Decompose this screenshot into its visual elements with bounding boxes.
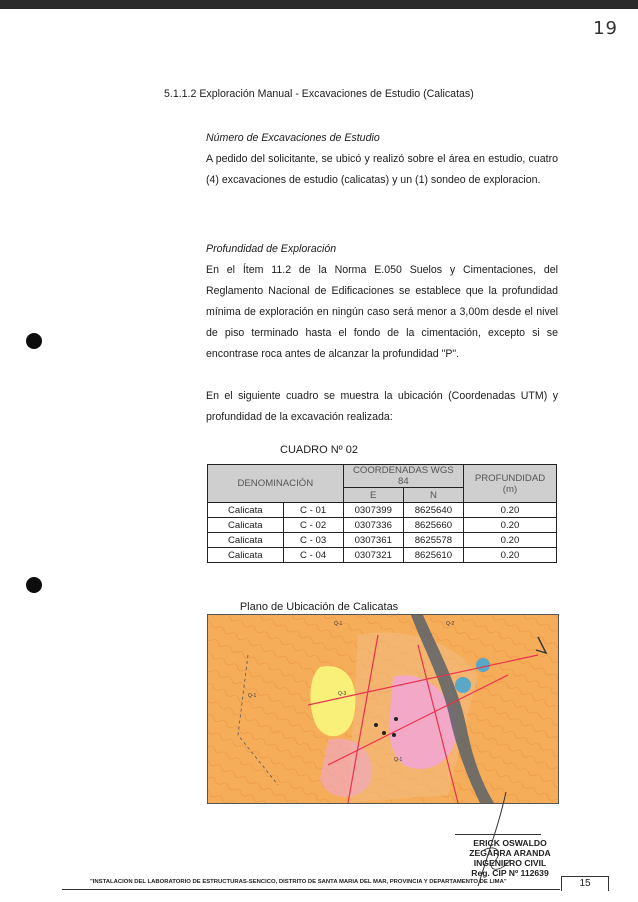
calicata-marker [374,723,378,727]
map-zone-teal [455,677,471,693]
stamp-registration: Reg. CIP Nº 112639 [471,868,549,878]
cell-e: 0307361 [343,533,403,548]
stamp-name-line1: ERICK OSWALDO [473,838,547,848]
calicata-marker [392,733,396,737]
cell-n: 8625640 [403,503,463,518]
header-coordenadas: COORDENADAS WGS 84 [343,465,463,488]
map-label: Q-1 [248,693,257,699]
cell-profundidad: 0.20 [464,503,557,518]
cell-n: 8625660 [403,518,463,533]
map-zone-yellow [310,666,355,736]
coordinates-table [207,464,557,563]
cell-tipo: Calicata [208,518,284,533]
map-graphic [208,615,558,803]
table-row [208,503,557,518]
cell-profundidad: 0.20 [464,548,557,563]
punch-hole-lower [26,577,42,593]
map-title: Plano de Ubicación de Calicatas [239,601,399,613]
cell-n: 8625578 [403,533,463,548]
punch-hole-upper [26,333,42,349]
map-label: Q-2 [446,621,455,627]
handwritten-page-number: 19 [593,18,618,39]
subheading-profundidad: Profundidad de Exploración [206,243,337,255]
cell-profundidad: 0.20 [464,533,557,548]
paragraph-numero-excavaciones: A pedido del solicitante, se ubicó y realizó sobre el área en estudio, cuatro (4) excavaciones de estudio (calicatas) y un (1) sondeo de exploracion. [206,153,558,186]
header-e: E [343,488,403,503]
table-row [208,518,557,533]
calicata-marker [394,717,398,721]
cell-n: 8625610 [403,548,463,563]
subheading-numero-excavaciones: Número de Excavaciones de Estudio [206,132,380,144]
footer-project-title: "INSTALACION DEL LABORATORIO DE ESTRUCTURAS-SENCICO, DISTRITO DE SANTA MARIA DEL MAR, PROVINCIA Y DEPARTAMENTO DE LIMA" [90,879,507,885]
stamp-title: INGENIERO CIVIL [473,858,547,868]
cell-e: 0307321 [343,548,403,563]
cell-profundidad: 0.20 [464,518,557,533]
header-profundidad: PROFUNDIDAD (m) [464,465,557,503]
map-zone-teal-2 [476,658,490,672]
cell-codigo: C - 03 [283,533,343,548]
header-denominacion: DENOMINACIÓN [208,465,344,503]
paragraph-cuadro-intro: En el siguiente cuadro se muestra la ubicación (Coordenadas UTM) y profundidad de la excavación realizada: [206,390,558,423]
map-label: Q-1 [334,621,343,627]
cell-e: 0307336 [343,518,403,533]
map-label: Q-3 [338,691,347,697]
table-row [208,548,557,563]
table-title: CUADRO Nº 02 [280,444,358,456]
cell-e: 0307399 [343,503,403,518]
calicata-marker [382,731,386,735]
paragraph-profundidad: En el Ítem 11.2 de la Norma E.050 Suelos y Cimentaciones, del Reglamento Nacional de Edificaciones se establece que la profundidad mínima de exploración en ningún caso será menor a 3,00m desde el nivel de piso terminado hasta el fondo de la cimentación, excepto si se encontrase roca antes de alcanzar la profundidad "P". [206,264,558,360]
cell-codigo: C - 01 [283,503,343,518]
signature-line [455,834,541,835]
stamp-name-line2: ZEGARRA ARANDA [469,848,551,858]
cell-tipo: Calicata [208,503,284,518]
cell-codigo: C - 02 [283,518,343,533]
cell-codigo: C - 04 [283,548,343,563]
footer-rule [62,889,560,890]
engineer-stamp [440,838,580,878]
location-map [207,614,559,804]
cell-tipo: Calicata [208,533,284,548]
table-row [208,533,557,548]
page-number: 15 [561,876,609,891]
section-title: 5.1.1.2 Exploración Manual - Excavaciones de Estudio (Calicatas) [164,88,474,100]
header-n: N [403,488,463,503]
cell-tipo: Calicata [208,548,284,563]
top-scan-bar [0,0,638,9]
map-label: Q-1 [394,757,403,763]
